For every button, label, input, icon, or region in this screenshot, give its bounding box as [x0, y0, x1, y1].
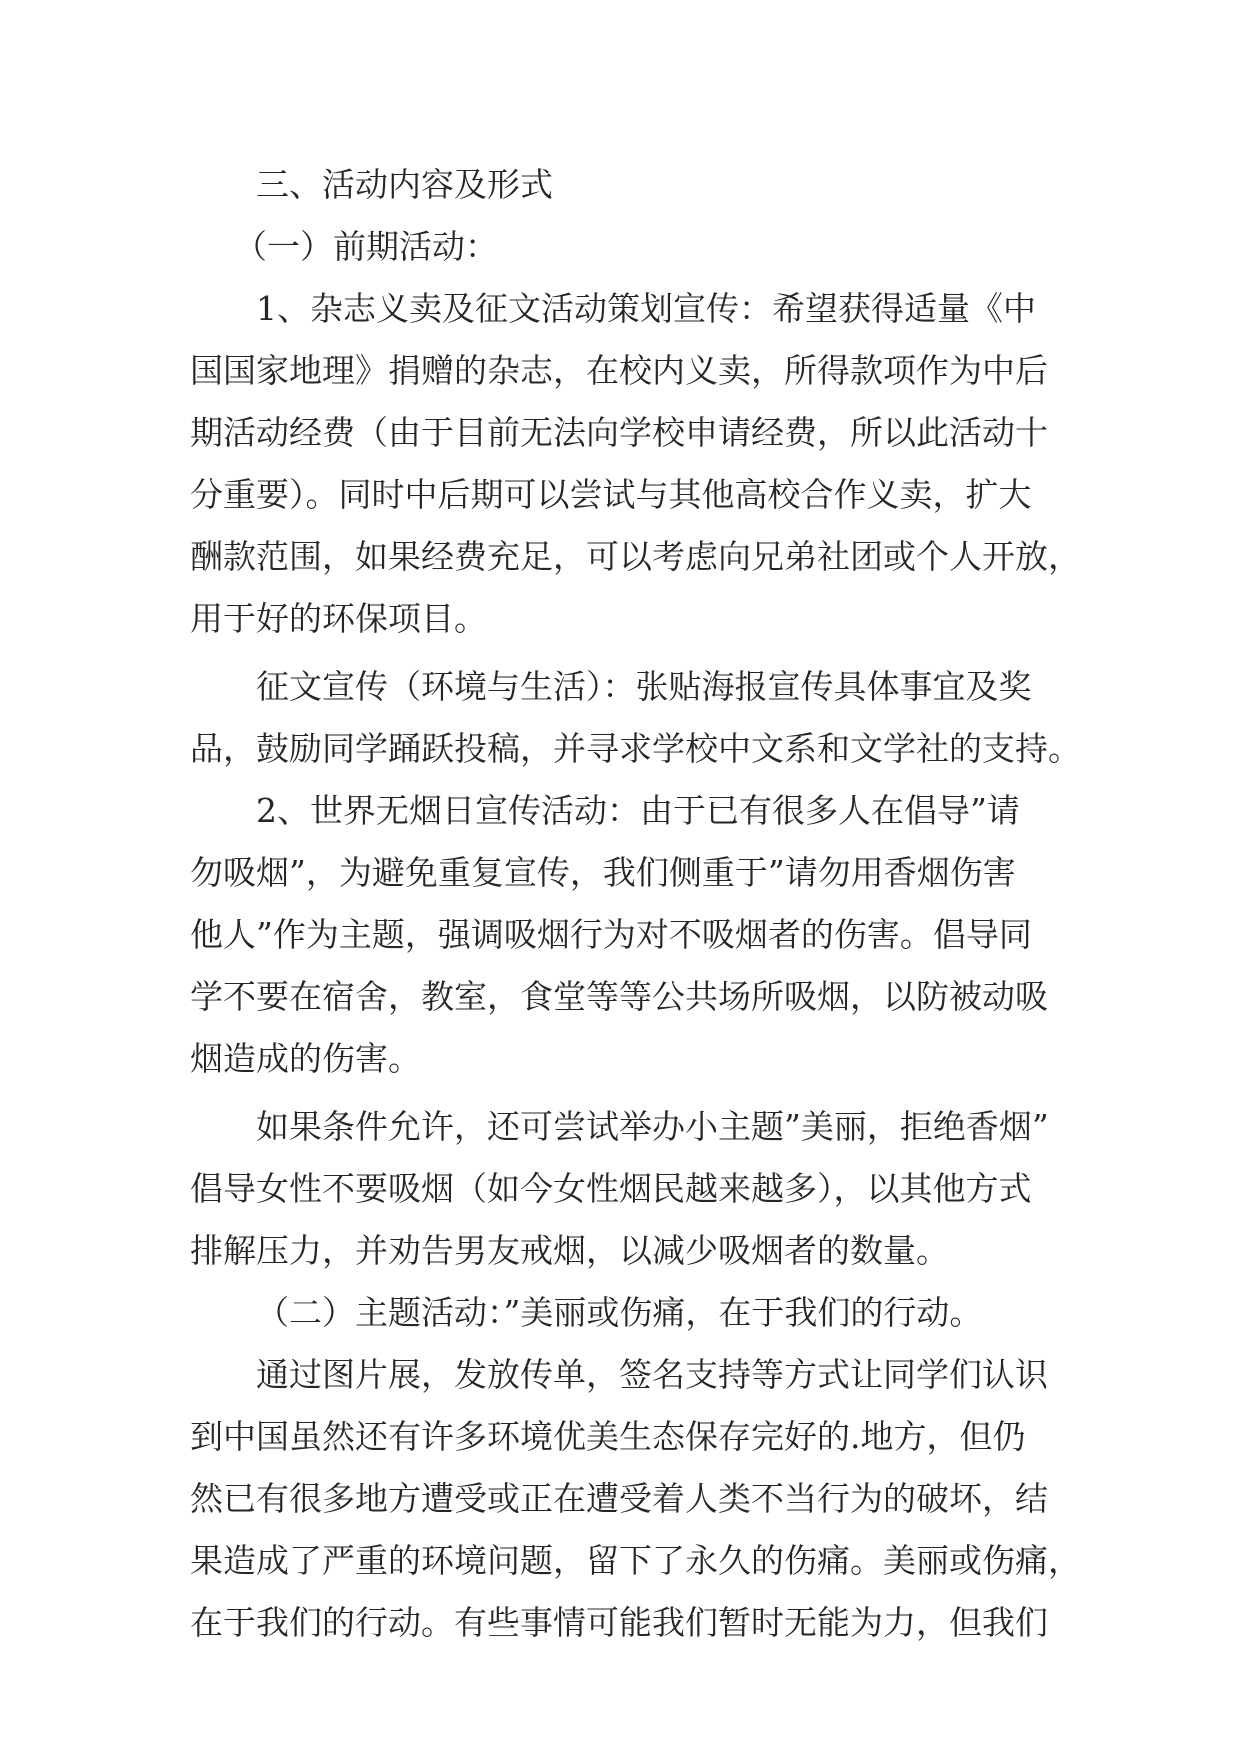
paragraph-line: 通过图片展，发放传单，签名支持等方式让同学们认识 [256, 1355, 1048, 1394]
paragraph-line: 期活动经费（由于目前无法向学校申请经费，所以此活动十 [190, 413, 1048, 452]
paragraph-line: 2、世界无烟日宣传活动：由于已有很多人在倡导”请 [256, 791, 1020, 830]
paragraph-line: 然已有很多地方遭受或正在遭受着人类不当行为的破坏，结 [190, 1479, 1048, 1518]
paragraph-theme-activity [190, 1344, 1081, 1654]
paragraph-line: 在于我们的行动。有些事情可能我们暂时无能为力，但我们 [190, 1603, 1048, 1642]
paragraph-line: 到中国虽然还有许多环境优美生态保存完好的.地方，但仍 [190, 1417, 1026, 1456]
paragraph-magazine-sale [190, 278, 1081, 650]
paragraph-line: 果造成了严重的环境问题，留下了永久的伤痛。美丽或伤痛， [190, 1541, 1081, 1580]
sub-heading-theme-activity: （二）主题活动：”美丽或伤痛，在于我们的行动。 [256, 1293, 983, 1332]
paragraph-line: 征文宣传（环境与生活）：张贴海报宣传具体事宜及奖 [256, 667, 1032, 706]
paragraph-line: 排解压力，并劝告男友戒烟，以减少吸烟者的数量。 [190, 1231, 949, 1270]
paragraph-line: 学不要在宿舍，教室，食堂等等公共场所吸烟，以防被动吸 [190, 977, 1048, 1016]
paragraph-line: 烟造成的伤害。 [190, 1039, 421, 1078]
paragraph-line: 酬款范围，如果经费充足，可以考虑向兄弟社团或个人开放， [190, 537, 1081, 576]
paragraph-no-tobacco-day [190, 780, 1052, 1090]
paragraph-line: 1、杂志义卖及征文活动策划宣传：希望获得适量《中 [256, 289, 1036, 328]
paragraph-line: 如果条件允许，还可尝试举办小主题”美丽，拒绝香烟” [256, 1107, 1049, 1146]
paragraph-line: 国国家地理》捐赠的杂志，在校内义卖，所得款项作为中后 [190, 351, 1048, 390]
sub-heading-preliminary: （一）前期活动： [234, 227, 498, 266]
paragraph-line: 倡导女性不要吸烟（如今女性烟民越来越多），以其他方式 [190, 1169, 1032, 1208]
paragraph-line: 勿吸烟”，为避免重复宣传，我们侧重于”请勿用香烟伤害 [190, 853, 1016, 892]
paragraph-line: 品，鼓励同学踊跃投稿，并寻求学校中文系和文学社的支持。 [190, 729, 1081, 768]
paragraph-small-theme [190, 1096, 1052, 1282]
document-body [190, 154, 1081, 1654]
paragraph-line: 分重要）。同时中后期可以尝试与其他高校合作义卖，扩大 [190, 475, 1032, 514]
paragraph-essay-promotion [190, 656, 1081, 780]
paragraph-line: 他人”作为主题，强调吸烟行为对不吸烟者的伤害。倡导同 [190, 915, 1032, 954]
paragraph-line: 用于好的环保项目。 [190, 599, 487, 638]
section-heading: 三、活动内容及形式 [256, 165, 553, 204]
